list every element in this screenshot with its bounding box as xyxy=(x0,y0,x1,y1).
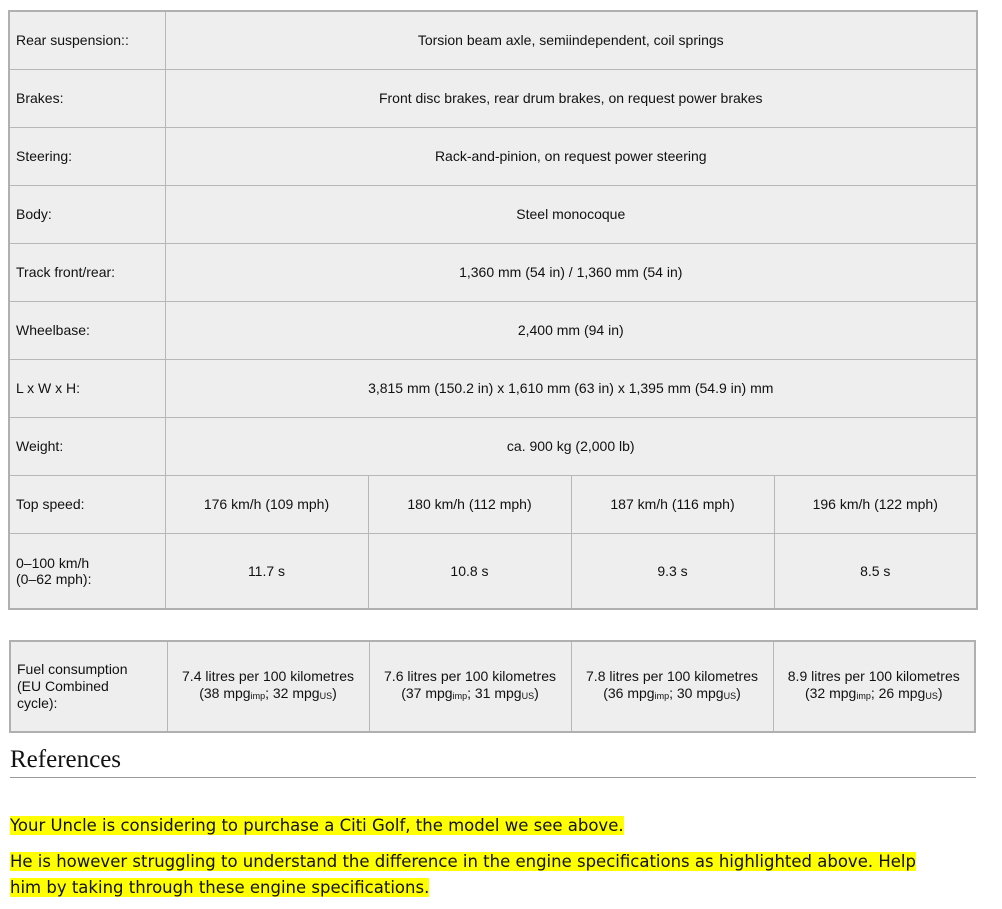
fuel-consumption-cell xyxy=(167,641,369,732)
highlighted-note-text: Your Uncle is considering to purchase a Citi Golf, the model we see above. xyxy=(10,816,624,835)
highlighted-note xyxy=(10,813,624,839)
fuel-mpg-us: ; 32 mpg xyxy=(265,685,320,701)
spec-label: Body: xyxy=(9,185,165,243)
spec-row xyxy=(9,301,977,359)
top-speed-value: 176 km/h (109 mph) xyxy=(165,475,368,533)
spec-label: Wheelbase: xyxy=(9,301,165,359)
fuel-label-line2: (EU Combined xyxy=(17,678,109,694)
fuel-mpg-us: ; 31 mpg xyxy=(467,685,522,701)
acceleration-value: 10.8 s xyxy=(368,533,571,609)
acceleration-value: 11.7 s xyxy=(165,533,368,609)
spec-label: Brakes: xyxy=(9,69,165,127)
spec-table xyxy=(8,10,978,610)
fuel-mpg-us: ; 30 mpg xyxy=(669,685,724,701)
highlighted-note xyxy=(10,849,940,901)
fuel-mpg-imp: (36 mpg xyxy=(603,685,655,701)
fuel-consumption-cell xyxy=(571,641,773,732)
acceleration-row xyxy=(9,533,977,609)
fuel-consumption-table xyxy=(9,640,976,733)
spec-value: Torsion beam axle, semiindependent, coil springs xyxy=(165,11,977,69)
imp-unit: imp xyxy=(250,691,266,701)
fuel-mpg-imp: (38 mpg xyxy=(199,685,251,701)
fuel-mpg-imp: (37 mpg xyxy=(401,685,453,701)
top-speed-value: 187 km/h (116 mph) xyxy=(571,475,774,533)
spec-row xyxy=(9,417,977,475)
imp-unit: imp xyxy=(654,691,670,701)
fuel-litres: 7.4 litres per 100 kilometres xyxy=(182,668,354,684)
imp-unit: imp xyxy=(856,691,871,701)
spec-row xyxy=(9,185,977,243)
acceleration-label xyxy=(9,533,165,609)
spec-label: L x W x H: xyxy=(9,359,165,417)
fuel-close-paren: ) xyxy=(736,685,741,701)
spec-row xyxy=(9,359,977,417)
us-unit: US xyxy=(925,691,938,701)
imp-unit: imp xyxy=(452,691,468,701)
acceleration-label-line2: (0–62 mph): xyxy=(16,570,92,587)
fuel-consumption-cell xyxy=(369,641,571,732)
fuel-close-paren: ) xyxy=(534,685,539,701)
fuel-mpg-imp: (32 mpg xyxy=(804,685,857,701)
spec-label: Track front/rear: xyxy=(9,243,165,301)
fuel-consumption-cell xyxy=(773,641,975,732)
fuel-mpg-us: ; 26 mpg xyxy=(870,685,926,701)
spec-label: Rear suspension:: xyxy=(9,11,165,69)
top-speed-row xyxy=(9,475,977,533)
spec-row xyxy=(9,127,977,185)
fuel-label-line1: Fuel consumption xyxy=(17,661,128,677)
spec-value: Steel monocoque xyxy=(165,185,977,243)
us-unit: US xyxy=(723,691,737,701)
acceleration-label-line1: 0–100 km/h xyxy=(16,554,90,571)
fuel-litres: 8.9 litres per 100 kilometres xyxy=(787,668,960,684)
fuel-label-line3: cycle): xyxy=(17,695,58,711)
spec-value: 3,815 mm (150.2 in) x 1,610 mm (63 in) x 1,395 mm (54.9 in) mm xyxy=(165,359,977,417)
spec-value: Rack-and-pinion, on request power steering xyxy=(165,127,977,185)
fuel-close-paren: ) xyxy=(937,685,943,701)
fuel-litres: 7.8 litres per 100 kilometres xyxy=(586,668,758,684)
spec-value: 2,400 mm (94 in) xyxy=(165,301,977,359)
spec-row xyxy=(9,243,977,301)
top-speed-label: Top speed: xyxy=(9,475,165,533)
highlighted-note-text: He is however struggling to understand the difference in the engine specifications as highlighted above. Help him by taking through these engine specifications. xyxy=(10,852,916,897)
us-unit: US xyxy=(521,691,535,701)
fuel-consumption-row xyxy=(10,641,975,732)
references-heading: References xyxy=(10,746,976,778)
spec-value: ca. 900 kg (2,000 lb) xyxy=(165,417,977,475)
top-speed-value: 196 km/h (122 mph) xyxy=(774,475,977,533)
fuel-consumption-label xyxy=(10,641,167,732)
spec-row xyxy=(9,69,977,127)
acceleration-value: 9.3 s xyxy=(571,533,774,609)
top-speed-value: 180 km/h (112 mph) xyxy=(368,475,571,533)
spec-value: Front disc brakes, rear drum brakes, on request power brakes xyxy=(165,69,977,127)
spec-label: Weight: xyxy=(9,417,165,475)
us-unit: US xyxy=(319,691,333,701)
spec-row xyxy=(9,11,977,69)
acceleration-value: 8.5 s xyxy=(774,533,977,609)
fuel-litres: 7.6 litres per 100 kilometres xyxy=(384,668,556,684)
fuel-close-paren: ) xyxy=(332,685,337,701)
spec-label: Steering: xyxy=(9,127,165,185)
spec-value: 1,360 mm (54 in) / 1,360 mm (54 in) xyxy=(165,243,977,301)
